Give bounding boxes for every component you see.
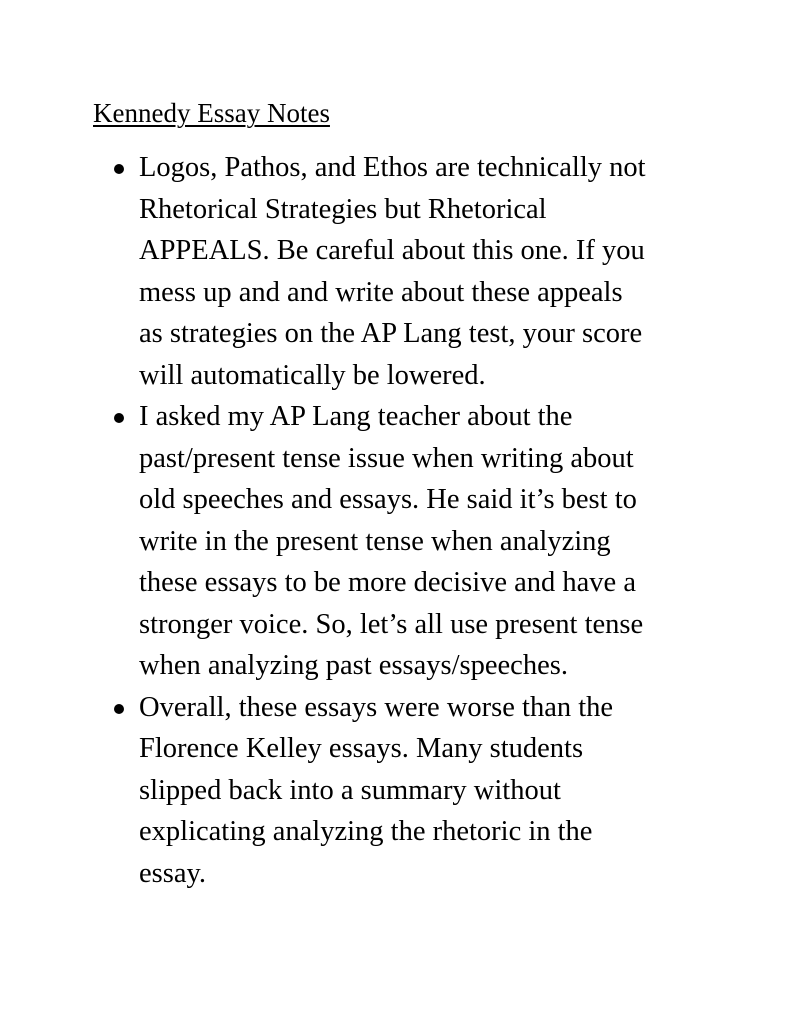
- note-line: slipped back into a summary without: [139, 774, 561, 806]
- note-line: as strategies on the AP Lang test, your score: [139, 318, 643, 349]
- note-line: I asked my AP Lang teacher about the: [139, 401, 573, 432]
- bullet-icon: [114, 704, 124, 714]
- notes-list: [139, 147, 719, 894]
- note-item-3: [139, 687, 719, 895]
- note-line: Florence Kelley essays. Many students: [139, 733, 584, 764]
- note-text: [139, 147, 719, 396]
- note-line: APPEALS. Be careful about this one. If you: [139, 235, 645, 266]
- note-item-1: [139, 147, 719, 396]
- note-line: Logos, Pathos, and Ethos are technically not: [139, 152, 646, 183]
- note-line: when analyzing past essays/speeches.: [139, 650, 568, 681]
- note-item-2: [139, 396, 719, 687]
- note-line: essay.: [139, 857, 207, 889]
- note-line: will automatically be lowered.: [139, 359, 486, 391]
- note-text: [139, 396, 719, 687]
- note-text: [139, 687, 719, 895]
- note-line: write in the present tense when analyzing: [139, 525, 611, 557]
- note-line: these essays to be more decisive and have a: [139, 567, 636, 598]
- note-line: stronger voice. So, let’s all use present tense: [139, 608, 644, 640]
- document-title: Kennedy Essay Notes: [93, 98, 330, 128]
- note-line: Overall, these essays were worse than the: [139, 691, 614, 723]
- note-line: explicating analyzing the rhetoric in the: [139, 816, 593, 847]
- note-line: old speeches and essays. He said it’s best to: [139, 484, 637, 515]
- bullet-icon: [114, 413, 124, 423]
- bullet-icon: [114, 164, 124, 174]
- note-line: mess up and and write about these appeals: [139, 276, 623, 308]
- note-line: past/present tense issue when writing about: [139, 442, 634, 474]
- note-line: Rhetorical Strategies but Rhetorical: [139, 193, 547, 225]
